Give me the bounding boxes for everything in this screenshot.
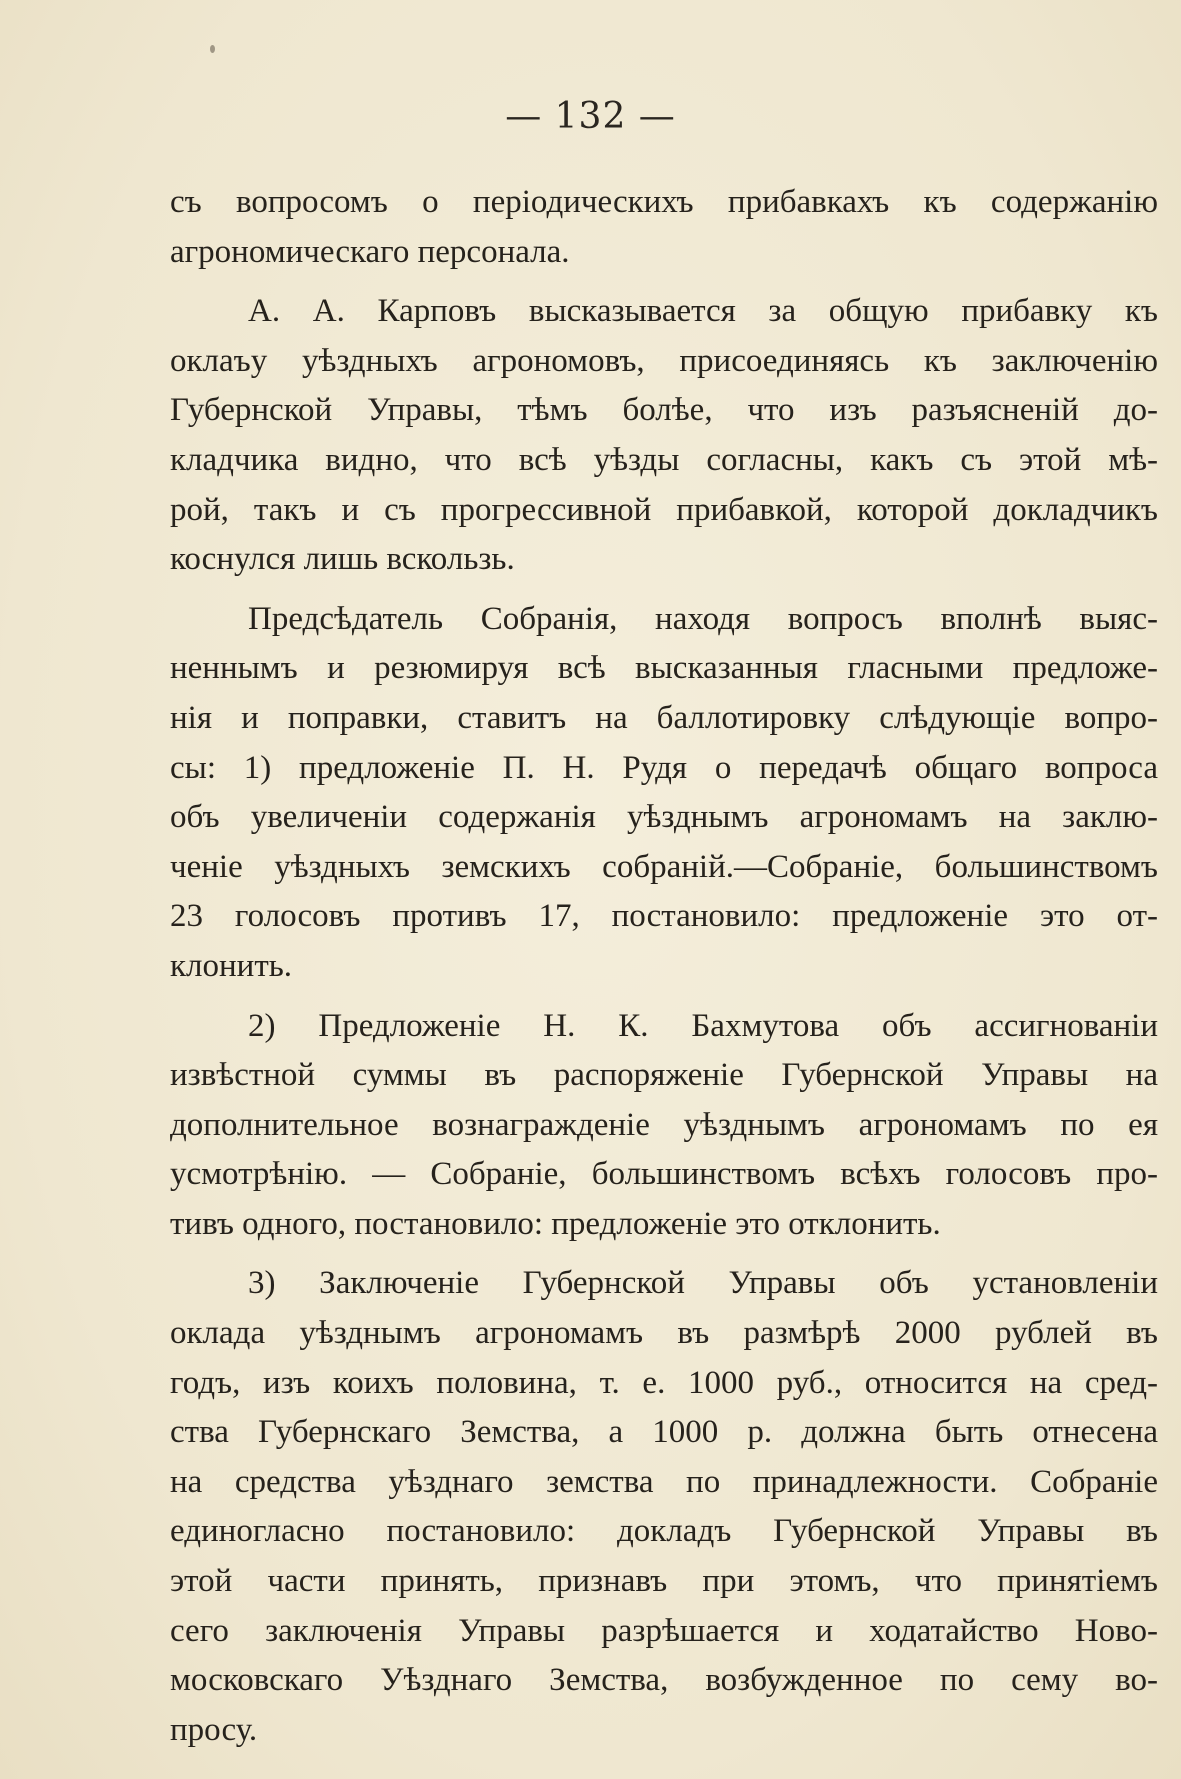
text-line: сего заключенія Управы разрѣшается и ходатайство Ново- <box>170 1612 1158 1649</box>
text-line: объ увеличеніи содержанія уѣзднымъ агрономамъ на заклю- <box>170 799 1158 836</box>
text-line: этой части принять, признавъ при этомъ, что принятіемъ <box>170 1563 1158 1600</box>
text-line: извѣстной суммы въ распоряженіе Губернской Управы на <box>170 1057 1158 1094</box>
text-line: Предсѣдатель Собранія, находя вопросъ вполнѣ выяс- <box>248 600 1158 637</box>
text-line: московскаго Уѣзднаго Земства, возбужденное по сему во- <box>170 1662 1158 1699</box>
text-line: оклаъу уѣздныхъ агрономовъ, присоединяясь къ заключенію <box>170 342 1158 379</box>
paragraph <box>170 595 1158 992</box>
text-line: съ вопросомъ о періодическихъ прибавкахъ къ содержанію <box>170 184 1158 220</box>
text-line: просу. <box>170 1711 258 1748</box>
text-line: нія и поправки, ставитъ на баллотировку слѣдующіе вопро- <box>170 699 1158 736</box>
text-line: годъ, изъ коихъ половина, т. е. 1000 руб., относится на сред- <box>170 1364 1158 1401</box>
text-line: на средства уѣзднаго земства по принадлежности. Собраніе <box>170 1463 1158 1500</box>
text-line: усмотрѣнію. — Собраніе, большинствомъ всѣхъ голосовъ про- <box>170 1156 1158 1193</box>
text-line: агрономическаго персонала. <box>170 233 570 270</box>
text-line: 23 голосовъ противъ 17, постановило: предложеніе это от- <box>170 898 1158 935</box>
text-line: сы: 1) предложеніе П. Н. Рудя о передачѣ общаго вопроса <box>170 749 1158 786</box>
text-line: рой, такъ и съ прогрессивной прибавкой, которой докладчикъ <box>170 491 1158 528</box>
text-line: 3) Заключеніе Губернской Управы объ установленіи <box>248 1265 1158 1302</box>
text-line: коснулся лишь вскользь. <box>170 541 515 578</box>
paragraph <box>170 1002 1158 1250</box>
text-line: неннымъ и резюмируя всѣ высказанныя гласными предложе- <box>170 650 1158 687</box>
text-line: ченіе уѣздныхъ земскихъ собраній.—Собраніе, большинствомъ <box>170 848 1158 885</box>
text-line: кладчика видно, что всѣ уѣзды согласны, какъ съ этой мѣ- <box>170 441 1158 478</box>
text-line: ства Губернскаго Земства, а 1000 р. должна быть отнесена <box>170 1414 1158 1451</box>
text-line: тивъ одного, постановило: предложеніе это отклонить. <box>170 1205 941 1242</box>
text-line: дополнительное вознагражденіе уѣзднымъ агрономамъ по ея <box>170 1106 1158 1143</box>
paragraph <box>170 287 1158 585</box>
text-line: А. А. Карповъ высказывается за общую прибавку къ <box>248 293 1158 330</box>
paragraph <box>170 1259 1158 1755</box>
text-line: оклада уѣзднымъ агрономамъ въ размѣрѣ 2000 рублей въ <box>170 1315 1158 1352</box>
text-line: единогласно постановило: докладъ Губернской Управы въ <box>170 1513 1158 1550</box>
text-line: 2) Предложеніе Н. К. Бахмутова объ ассигнованіи <box>248 1007 1158 1044</box>
paper-speck <box>210 45 215 53</box>
text-line: Губернской Управы, тѣмъ болѣе, что изъ разъясненій до- <box>170 392 1158 429</box>
text-line: клонить. <box>170 947 293 984</box>
body-text <box>170 178 1158 1755</box>
page-number: — 132 — <box>505 96 676 137</box>
paragraph <box>170 178 1158 277</box>
